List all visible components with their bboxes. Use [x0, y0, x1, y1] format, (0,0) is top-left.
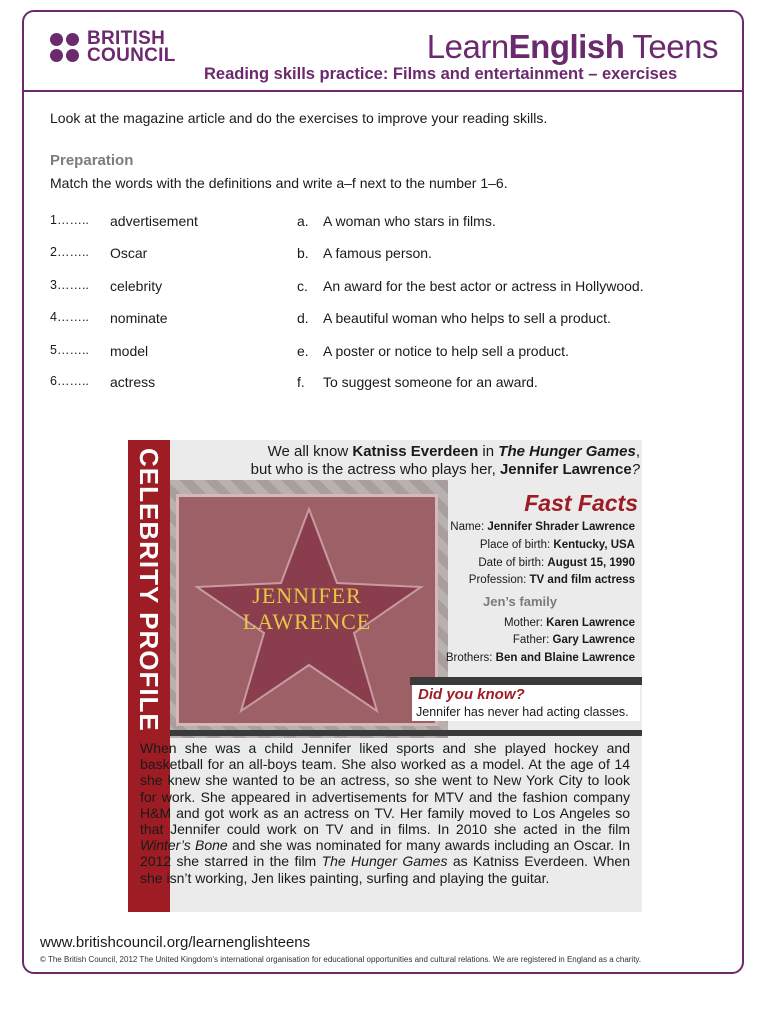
fact-label: Father: — [512, 634, 553, 646]
q-bold: Katniss Everdeen — [352, 443, 479, 460]
definition-letter: b. — [297, 245, 309, 261]
fact-value: August 15, 1990 — [547, 557, 635, 569]
definition-text: A poster or notice to help sell a product. — [323, 343, 569, 359]
did-you-know-box — [412, 685, 640, 721]
star-name-line2: LAWRENCE — [242, 609, 372, 634]
footer-url-link[interactable]: www.britishcouncil.org/learnenglishteens — [40, 934, 311, 951]
body-text: as Katniss Everdeen. When she isn’t working, Jen likes painting, surfing and playing the guitar. — [140, 853, 630, 886]
fact-label: Place of birth: — [479, 539, 554, 551]
article-question — [170, 443, 640, 479]
fact-label: Brothers: — [445, 652, 496, 664]
did-you-know-title: Did you know? — [418, 686, 525, 703]
fact-value: Karen Lawrence — [546, 617, 635, 629]
answer-blank[interactable]: 2…….. — [50, 245, 89, 259]
definition-letter: d. — [297, 310, 309, 326]
logo-line2: COUNCIL — [87, 45, 176, 66]
header-divider — [22, 90, 744, 92]
definition-letter: e. — [297, 343, 309, 359]
preparation-instruction: Match the words with the definitions and write a–f next to the number 1–6. — [50, 175, 508, 191]
body-text: When she was a child Jennifer liked sports and she played hockey and basketball for an all-boys team. She also worked as a model. At the age of 14 she knew she wanted to be an actress, so she went to New York City to look for work. She appeared in advertisements for MTV and the fashion company H&M and got work as an actress on TV. Her family moved to Los Angeles so that Jennifer could work on TV and in films. In 2010 she acted in the film — [140, 740, 630, 838]
fact-value: Ben and Blaine Lawrence — [495, 652, 635, 664]
fact-label: Name: — [450, 521, 488, 533]
family-row — [513, 634, 635, 646]
did-you-know-bar — [410, 677, 642, 685]
magazine-article — [128, 440, 642, 912]
logo-line1: BRITISH — [87, 28, 166, 49]
q-text: We all know — [267, 443, 353, 460]
family-row — [504, 617, 635, 629]
answer-blank[interactable]: 1…….. — [50, 213, 89, 227]
q-bold: Jennifer Lawrence — [499, 461, 632, 478]
did-you-know-text: Jennifer has never had acting classes. — [416, 705, 629, 719]
logo-wordmark — [87, 30, 176, 64]
body-film-title: The Hunger Games — [321, 853, 448, 870]
learnenglish-teens-logo — [427, 28, 718, 66]
definition-text: To suggest someone for an award. — [323, 374, 538, 390]
vocab-word: actress — [110, 374, 156, 390]
family-heading: Jen’s family — [483, 594, 557, 609]
definition-text: A woman who stars in films. — [323, 213, 496, 229]
profile-side-title: CELEBRITY PROFILE — [134, 448, 164, 732]
fact-value: Jennifer Shrader Lawrence — [487, 521, 635, 533]
family-row — [446, 652, 635, 664]
star-name-line1: JENNIFER — [252, 583, 362, 608]
fast-facts-title: Fast Facts — [524, 490, 638, 516]
definition-letter: a. — [297, 213, 309, 229]
article-body-bar — [170, 730, 642, 736]
answer-blank[interactable]: 6…….. — [50, 374, 89, 388]
fact-label: Mother: — [503, 617, 547, 629]
answer-blank[interactable]: 4…….. — [50, 310, 89, 324]
walk-of-fame-star-photo — [170, 480, 448, 738]
site-suffix: Teens — [624, 28, 718, 65]
site-prefix: Learn — [426, 28, 509, 65]
definition-text: A beautiful woman who helps to sell a product. — [323, 310, 611, 326]
vocab-word: nominate — [110, 310, 168, 326]
fact-value: Gary Lawrence — [552, 634, 635, 646]
preparation-heading: Preparation — [50, 152, 134, 169]
fact-label: Date of birth: — [478, 557, 548, 569]
definition-letter: c. — [297, 278, 308, 294]
footer-copyright: © The British Council, 2012 The United Kingdom’s international organisation for educational opportunities and cultural relations. We are registered in England as a charity. — [40, 955, 642, 964]
fact-label: Profession: — [468, 574, 530, 586]
definition-letter: f. — [297, 374, 305, 390]
body-text: and she was nominated for many awards including an Oscar. In 2012 she starred in the film — [140, 837, 630, 870]
q-text: ? — [631, 461, 640, 478]
site-bold: English — [508, 28, 625, 65]
definition-text: A famous person. — [323, 245, 432, 261]
body-film-title: Winter’s Bone — [140, 837, 228, 854]
british-council-logo — [50, 30, 176, 64]
vocab-word: advertisement — [110, 213, 198, 229]
vocab-word: model — [110, 343, 149, 359]
answer-blank[interactable]: 5…….. — [50, 343, 89, 357]
fact-value: TV and film actress — [529, 574, 635, 586]
fact-row — [480, 539, 635, 551]
fact-row — [478, 557, 635, 569]
vocab-word: celebrity — [110, 278, 163, 294]
fact-row — [469, 574, 635, 586]
page-subtitle: Reading skills practice: Films and entertainment – exercises — [204, 65, 678, 83]
fact-value: Kentucky, USA — [553, 539, 635, 551]
vocab-word: Oscar — [110, 245, 148, 261]
definition-text: An award for the best actor or actress in Hollywood. — [323, 278, 644, 294]
article-body — [140, 740, 630, 886]
answer-blank[interactable]: 3…….. — [50, 278, 89, 292]
q-text: in — [478, 443, 499, 460]
intro-text: Look at the magazine article and do the exercises to improve your reading skills. — [50, 110, 548, 126]
star-tile — [176, 494, 438, 726]
fact-row — [450, 521, 635, 533]
logo-dots-icon — [50, 33, 79, 62]
q-film-title: The Hunger Games — [498, 443, 636, 460]
q-text: but who is the actress who plays her, — [250, 461, 500, 478]
q-text: , — [635, 443, 640, 460]
